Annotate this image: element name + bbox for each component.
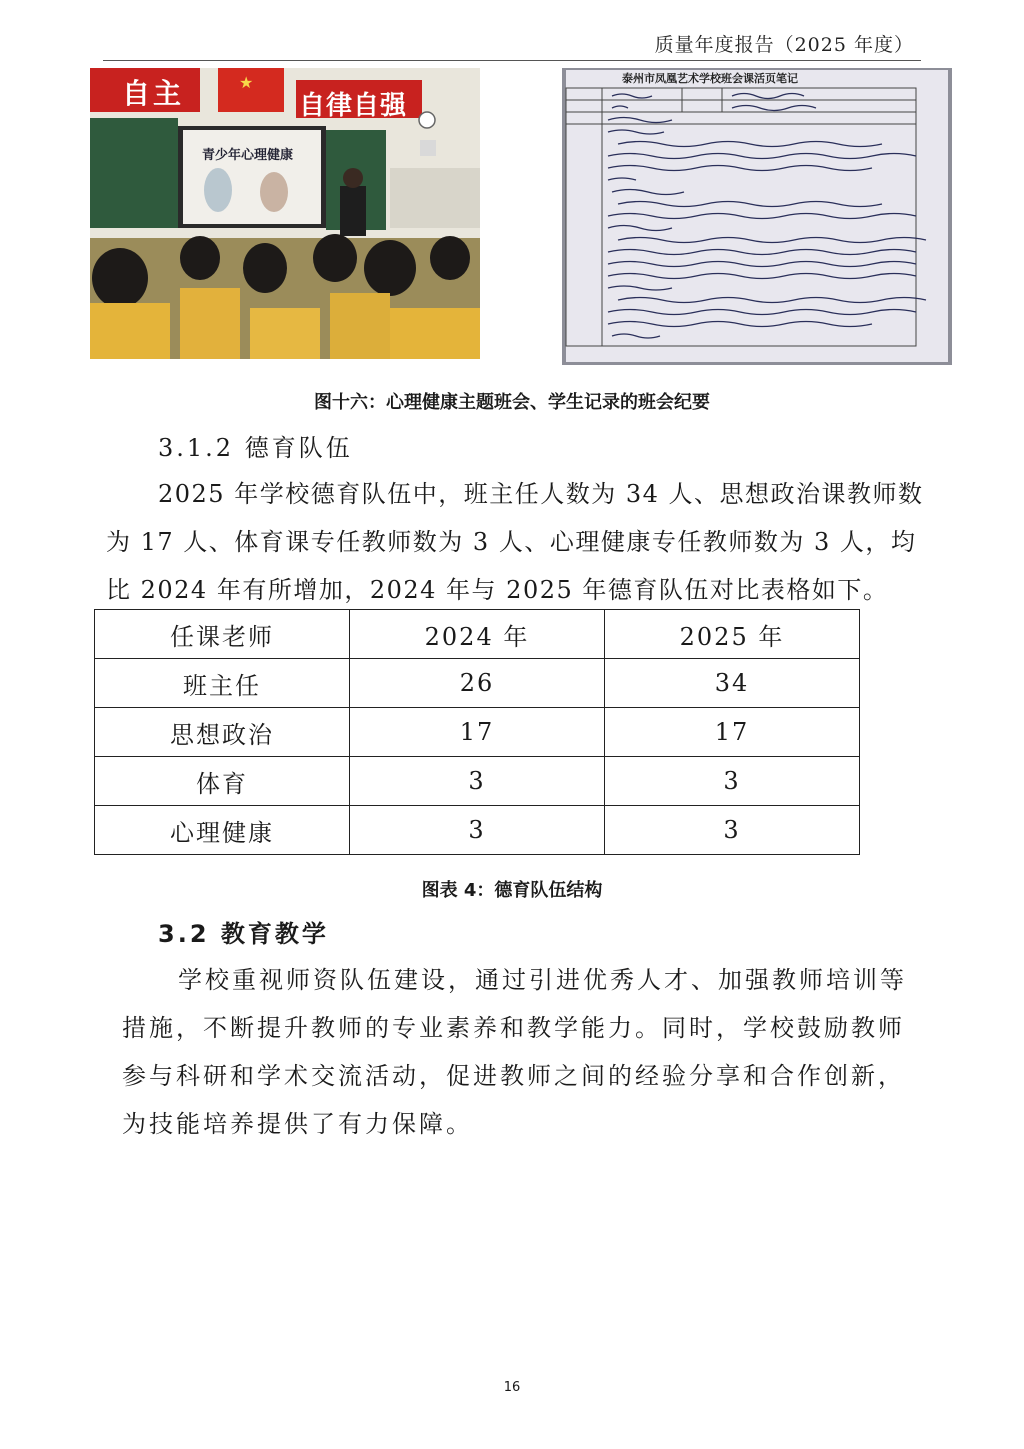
table-cell: 体育 <box>95 757 350 806</box>
figure-caption: 图十六：心理健康主题班会、学生记录的班会纪要 <box>314 392 710 413</box>
table-header-row <box>95 610 860 659</box>
table-cell: 17 <box>350 708 605 757</box>
section-32-heading: 3.2 教育教学 <box>158 920 329 948</box>
table-cell: 34 <box>605 659 860 708</box>
section-312-paragraph: 2025 年学校德育队伍中，班主任人数为 34 人、思想政治课教师数为 17 人、体育课专任教师数为 3 人、心理健康专任教师数为 3 人，均比 2024 年有所增加，2024 年与 2025 年德育队伍对比表格如下。 <box>106 480 924 604</box>
banner-left-text: 自主 <box>122 77 185 110</box>
table-cell: 26 <box>350 659 605 708</box>
table-cell: 3 <box>605 806 860 855</box>
table-cell: 班主任 <box>95 659 350 708</box>
banner-right-text: 自律自强 <box>299 91 408 121</box>
table-cell: 3 <box>605 757 860 806</box>
screen-title: 青少年心理健康 <box>202 148 294 163</box>
header-rule <box>103 60 921 61</box>
header-title: 质量年度报告（2025 年度） <box>654 34 914 56</box>
page-number: 16 <box>503 1380 521 1395</box>
notes-form-title: 泰州市凤凰艺术学校班会课活页笔记 <box>622 72 798 85</box>
section-32-paragraph: 学校重视师资队伍建设，通过引进优秀人才、加强教师培训等措施，不断提升教师的专业素养和教学能力。同时，学校鼓励教师参与科研和学术交流活动，促进教师之间的经验分享和合作创新，为技能培养提供了有力保障。 <box>122 966 907 1138</box>
table-cell: 思想政治 <box>95 708 350 757</box>
svg-text:★: ★ <box>239 73 254 92</box>
meeting-notes-photo <box>562 68 952 365</box>
classroom-photo <box>90 68 480 359</box>
table-cell: 17 <box>605 708 860 757</box>
table-header-cell: 任课老师 <box>95 610 350 659</box>
table-caption: 图表 4：德育队伍结构 <box>421 880 603 901</box>
table-row <box>95 659 860 708</box>
table-cell: 3 <box>350 806 605 855</box>
table-row <box>95 708 860 757</box>
table-row <box>95 806 860 855</box>
moral-education-table <box>94 609 860 855</box>
table-cell: 心理健康 <box>95 806 350 855</box>
table-cell: 3 <box>350 757 605 806</box>
table-header-cell: 2025 年 <box>605 610 860 659</box>
table-header-cell: 2024 年 <box>350 610 605 659</box>
section-312-heading: 3.1.2 德育队伍 <box>158 434 353 462</box>
table-row <box>95 757 860 806</box>
